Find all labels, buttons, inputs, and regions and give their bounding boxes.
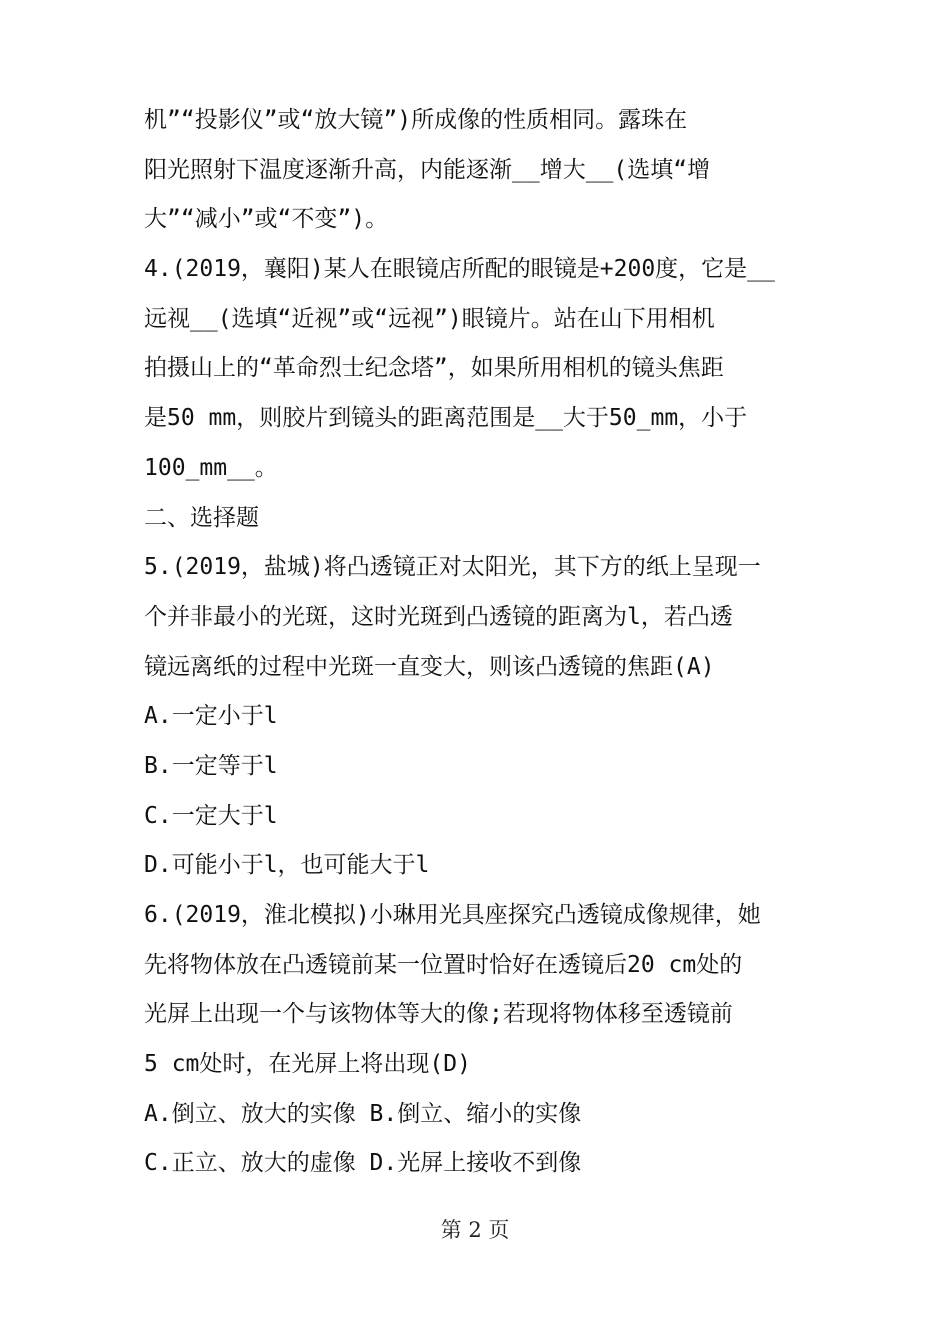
text-line: 5 cm处时，在光屏上将出现(D) [144, 1051, 471, 1078]
text-line: 阳光照射下温度逐渐升高，内能逐渐__增大__(选填“增 [144, 156, 711, 183]
text-line: 镜远离纸的过程中光斑一直变大，则该凸透镜的焦距(A) [144, 653, 715, 680]
option-d: D.可能小于l，也可能大于l [144, 852, 430, 879]
text-line: 拍摄山上的“革命烈士纪念塔”，如果所用相机的镜头焦距 [144, 355, 724, 382]
option-c: C.一定大于l [144, 802, 278, 829]
text-line: 大”“减小”或“不变”)。 [144, 206, 389, 233]
option-row-cd: C.正立、放大的虚像 D.光屏上接收不到像 [144, 1150, 582, 1177]
text-line: 是50 mm，则胶片到镜头的距离范围是__大于50_mm，小于 [144, 405, 748, 432]
document-body [144, 96, 814, 1189]
question-5-line: 5.(2019，盐城)将凸透镜正对太阳光，其下方的纸上呈现一 [144, 554, 761, 581]
text-line: 光屏上出现一个与该物体等大的像;若现将物体移至透镜前 [144, 1001, 733, 1028]
option-row-ab: A.倒立、放大的实像 B.倒立、缩小的实像 [144, 1100, 582, 1127]
option-b: B.一定等于l [144, 752, 278, 779]
option-a: A.一定小于l [144, 703, 278, 730]
question-4-line: 4.(2019，襄阳)某人在眼镜店所配的眼镜是+200度，它是__ [144, 256, 775, 283]
section-heading: 二、选择题 [144, 504, 259, 531]
text-line: 机”“投影仪”或“放大镜”)所成像的性质相同。露珠在 [144, 107, 688, 133]
page-number: 第 2 页 [440, 1218, 510, 1242]
text-line: 100_mm__。 [144, 454, 278, 481]
text-line: 先将物体放在凸透镜前某一位置时恰好在透镜后20 cm处的 [144, 951, 743, 978]
text-line: 远视__(选填“近视”或“远视”)眼镜片。站在山下用相机 [144, 305, 715, 332]
question-6-line: 6.(2019，淮北模拟)小琳用光具座探究凸透镜成像规律，她 [144, 902, 761, 928]
text-line: 个并非最小的光斑，这时光斑到凸透镜的距离为l，若凸透 [144, 603, 733, 630]
